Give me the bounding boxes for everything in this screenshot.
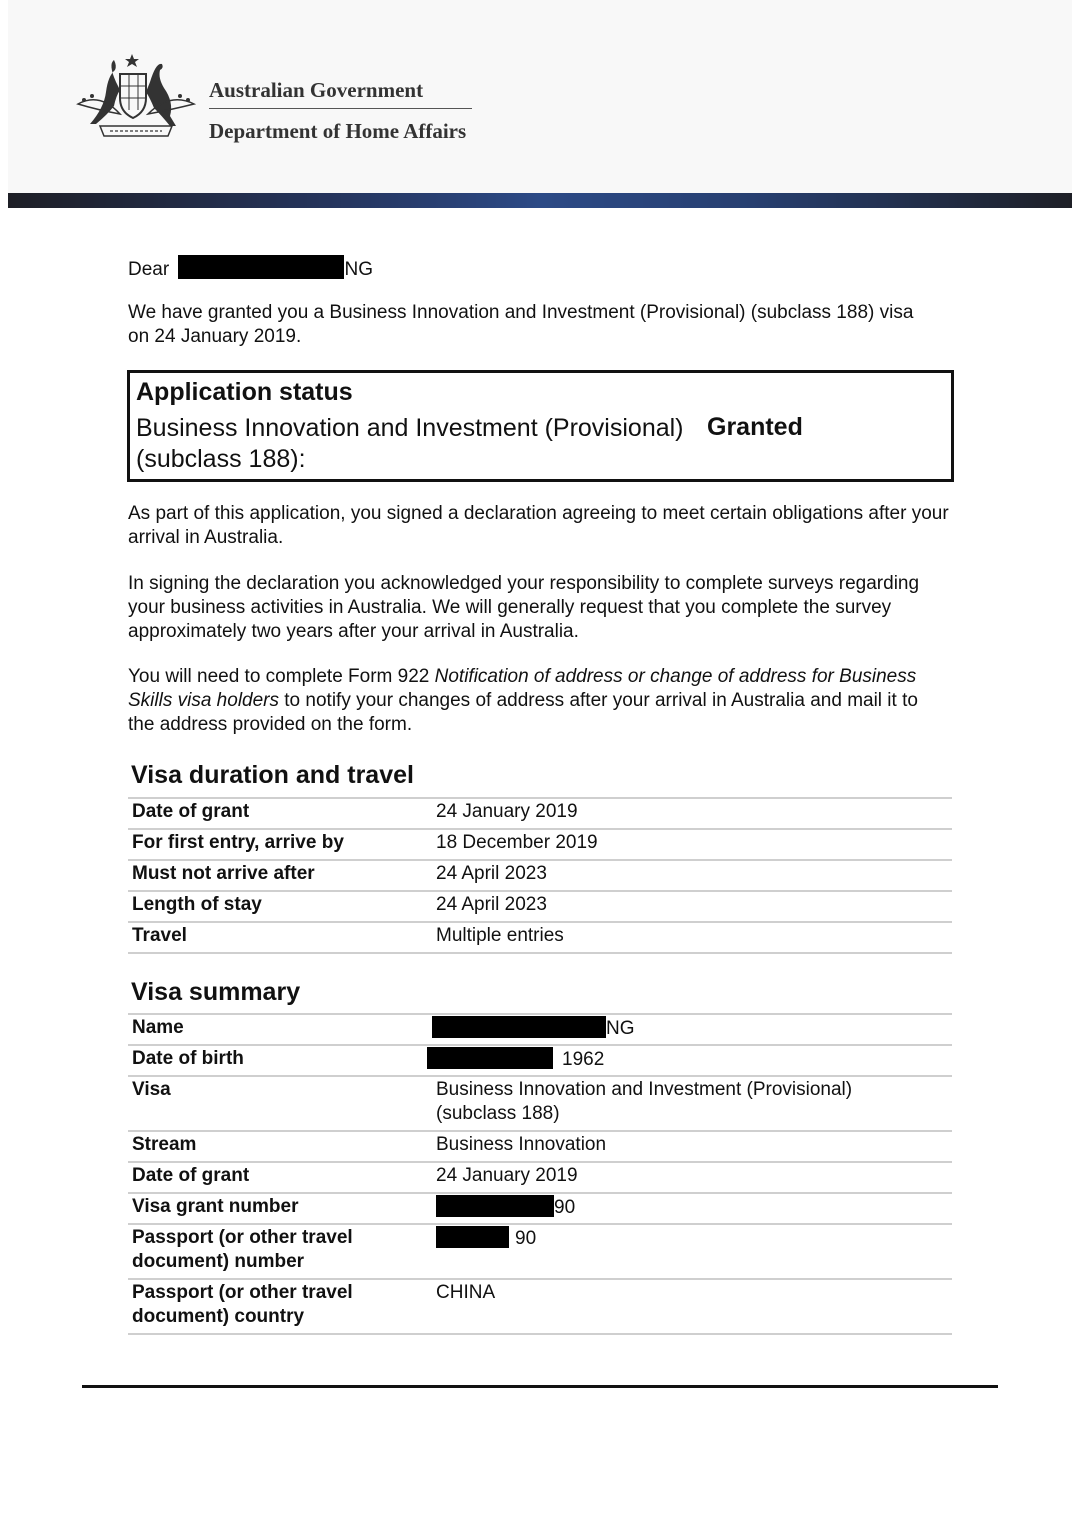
row-label: Length of stay [132, 894, 262, 915]
row-value: Multiple entries [436, 925, 564, 946]
table-row [128, 1278, 952, 1335]
row-value [436, 1195, 936, 1220]
redacted-name [432, 1016, 606, 1038]
coat-of-arms-icon [70, 52, 202, 144]
status-visa-name: Business Innovation and Investment (Provisional) (subclass 188): [136, 414, 684, 473]
grant-number-suffix: 90 [554, 1197, 576, 1218]
row-value: 24 April 2023 [436, 863, 547, 884]
table-row [128, 1130, 952, 1161]
redacted-passport-number [436, 1226, 509, 1248]
row-label: Date of grant [132, 801, 250, 822]
duration-section-title: Visa duration and travel [131, 761, 414, 789]
letterhead-divider [209, 108, 472, 109]
table-row [128, 859, 952, 890]
row-label: Travel [132, 925, 187, 946]
table-row [128, 797, 952, 828]
declaration-paragraph: As part of this application, you signed a declaration agreeing to meet certain obligations after your arrival in Australia. [128, 503, 949, 548]
government-name: Australian Government [209, 78, 424, 102]
surveys-paragraph: In signing the declaration you acknowledged your responsibility to complete surveys regarding your business activities in Australia. We will generally request that you complete the survey approximately two years after your arrival in Australia. [128, 573, 920, 642]
salutation [128, 255, 373, 282]
row-value: 24 April 2023 [436, 894, 547, 915]
row-value [436, 1226, 936, 1251]
row-label: For first entry, arrive by [132, 832, 344, 853]
redacted-grant-number [436, 1195, 554, 1217]
row-label: Name [132, 1017, 184, 1038]
row-value [427, 1047, 927, 1072]
row-value [432, 1016, 932, 1041]
row-value: Business Innovation [436, 1134, 607, 1155]
row-value: 24 January 2019 [436, 1165, 578, 1186]
table-row [128, 1044, 952, 1075]
status-title: Application status [136, 378, 353, 406]
name-suffix: NG [606, 1018, 635, 1039]
row-label: Passport (or other travel document) country [132, 1282, 353, 1327]
row-label: Visa grant number [132, 1196, 299, 1217]
table-row [128, 828, 952, 859]
status-value: Granted [707, 413, 803, 441]
letterhead [8, 0, 1072, 193]
row-label: Date of birth [132, 1048, 244, 1069]
table-row [128, 1192, 952, 1223]
intro-paragraph: We have granted you a Business Innovation and Investment (Provisional) (subclass 188) visa on 24 January 2019. [128, 302, 914, 347]
form-text-pre: You will need to complete Form 922 [128, 666, 435, 687]
row-value: CHINA [436, 1282, 496, 1303]
row-label: Stream [132, 1134, 197, 1155]
table-row [128, 1075, 952, 1130]
summary-section-title: Visa summary [131, 978, 301, 1006]
redacted-birthdate [427, 1047, 553, 1069]
table-row [128, 921, 952, 954]
row-label: Must not arrive after [132, 863, 315, 884]
form-title: Notification of address or change of address for Business Skills visa holders [128, 666, 917, 711]
row-label: Date of grant [132, 1165, 250, 1186]
department-name: Department of Home Affairs [209, 119, 467, 143]
table-row [128, 1161, 952, 1192]
row-label: Visa [132, 1079, 171, 1100]
header-banner [8, 193, 1072, 208]
row-label: Passport (or other travel document) number [132, 1227, 353, 1272]
row-value: Business Innovation and Investment (Provisional) (subclass 188) [436, 1079, 853, 1124]
table-row [128, 890, 952, 921]
dob-year: 1962 [562, 1049, 605, 1070]
salutation-prefix: Dear [128, 259, 170, 280]
row-value: 18 December 2019 [436, 832, 598, 853]
salutation-name-suffix: NG [344, 259, 373, 280]
passport-number-suffix: 90 [515, 1228, 537, 1249]
table-row [128, 1223, 952, 1278]
table-row [128, 1013, 952, 1044]
footer-divider [82, 1385, 998, 1388]
summary-table [128, 1013, 952, 1335]
redacted-name [178, 255, 344, 279]
application-status-box [127, 370, 954, 482]
form-paragraph [128, 665, 933, 737]
form-text-post: to notify your changes of address after your arrival in Australia and mail it to the address provided on the form. [128, 690, 918, 735]
duration-table [128, 797, 952, 954]
row-value: 24 January 2019 [436, 801, 578, 822]
